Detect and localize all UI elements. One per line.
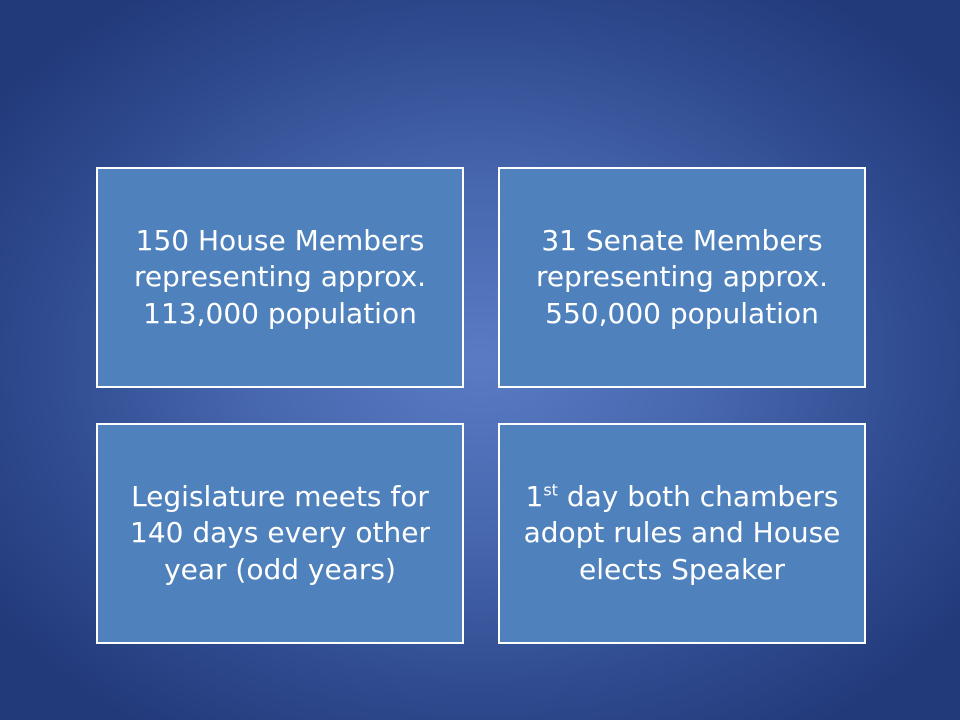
senate-members-box: [498, 167, 866, 388]
first-day-number: 1: [525, 479, 544, 513]
first-day-box: [498, 423, 866, 644]
first-day-ordinal: st: [543, 480, 558, 500]
legislature-meeting-box: [96, 423, 464, 644]
legislature-meeting-text: Legislature meets for 140 days every other year (odd years): [130, 479, 430, 586]
first-day-rest: day both chambers adopt rules and House elects Speaker: [523, 479, 841, 586]
house-members-box: [96, 167, 464, 388]
house-members-text: 150 House Members representing approx. 113,000 population: [133, 223, 427, 330]
senate-members-text: 31 Senate Members representing approx. 550,000 population: [535, 223, 829, 330]
first-day-text: [510, 479, 854, 588]
